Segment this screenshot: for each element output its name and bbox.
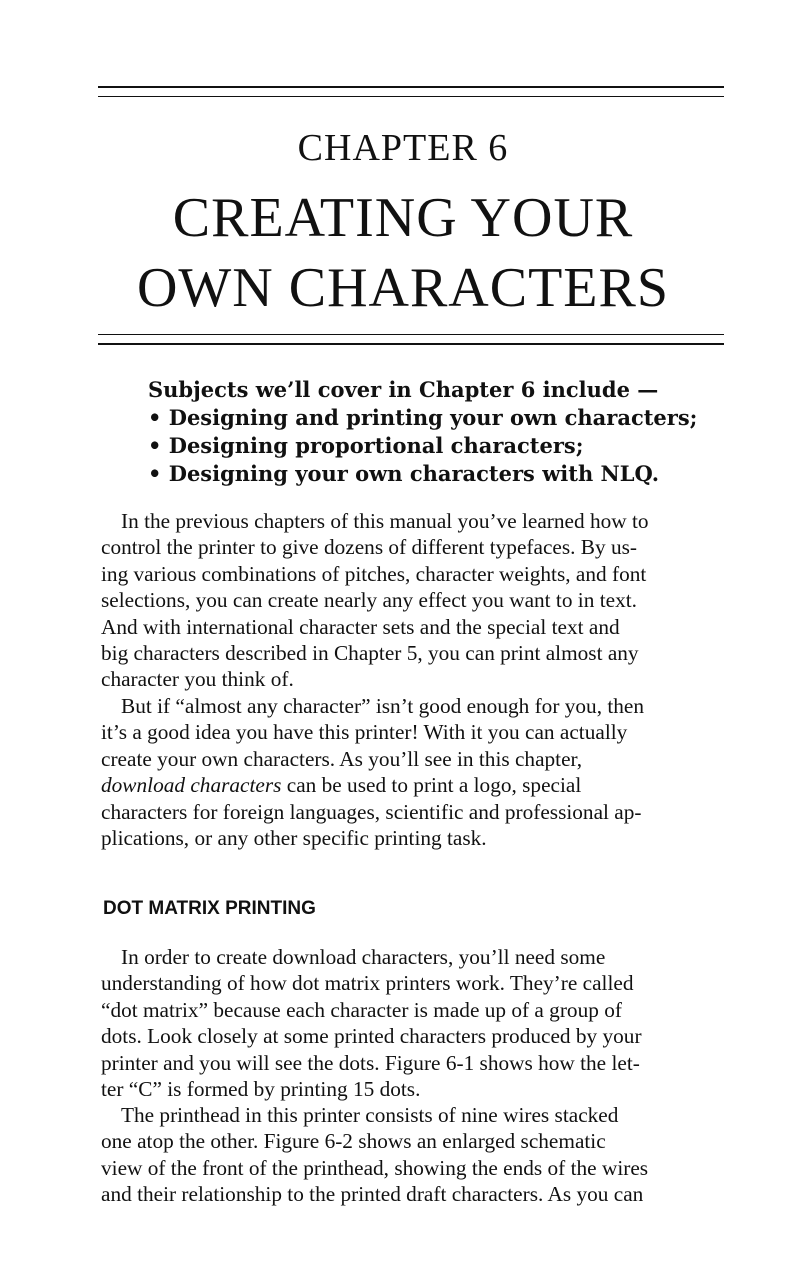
text-line: plications, or any other specific printing task. — [101, 826, 487, 851]
text-line: understanding of how dot matrix printers work. They’re called — [101, 971, 634, 996]
subjects-heading: Subjects we’ll cover in Chapter 6 include — — [148, 377, 659, 402]
subject-item: • Designing and printing your own characters; — [148, 404, 768, 432]
subjects-list — [148, 404, 768, 488]
chapter-title-line-1: CREATING YOUR — [172, 187, 634, 249]
text-line: The printhead in this printer consists of nine wires stacked — [121, 1103, 619, 1127]
subject-item: • Designing your own characters with NLQ. — [148, 460, 768, 488]
subject-item: • Designing proportional characters; — [148, 432, 768, 460]
subjects-box — [148, 376, 768, 488]
download-characters-term: download characters — [101, 773, 282, 798]
text-line: and their relationship to the printed draft characters. As you can — [101, 1182, 644, 1207]
text-line: selections, you can create nearly any effect you want to in text. — [101, 588, 637, 613]
text-line: character you think of. — [101, 667, 294, 692]
text-line: it’s a good idea you have this printer! With it you can actually — [101, 720, 628, 745]
intro-paragraph-2 — [101, 693, 723, 851]
section-paragraph-1 — [101, 944, 723, 1102]
text-line: And with international character sets and the special text and — [101, 614, 620, 639]
text-line: printer and you will see the dots. Figure 6-1 shows how the let- — [101, 1050, 640, 1075]
text-line: big characters described in Chapter 5, you can print almost any — [101, 641, 639, 666]
text-line: But if “almost any character” isn’t good enough for you, then — [121, 694, 645, 718]
bottom-rule-thick — [98, 343, 724, 345]
bottom-rule-thin — [98, 334, 724, 335]
section-paragraph-2 — [101, 1102, 723, 1208]
text-line: ing various combinations of pitches, character weights, and font — [101, 561, 647, 586]
text-line: In the previous chapters of this manual you’ve learned how to — [121, 509, 649, 533]
text-line: view of the front of the printhead, showing the ends of the wires — [101, 1155, 649, 1180]
text-run: can be used to print a logo, special — [281, 773, 582, 798]
section-heading: DOT MATRIX PRINTING — [103, 898, 316, 919]
text-line: control the printer to give dozens of different typefaces. By us- — [101, 535, 637, 560]
text-line: dots. Look closely at some printed characters produced by your — [101, 1024, 642, 1049]
chapter-title-line-2: OWN CHARACTERS — [136, 257, 670, 319]
top-rule-thick — [98, 86, 724, 88]
intro-paragraph-1 — [101, 508, 723, 693]
text-line — [101, 772, 723, 798]
top-rule-thin — [98, 96, 724, 97]
text-line: ter “C” is formed by printing 15 dots. — [101, 1077, 421, 1102]
chapter-number: CHAPTER 6 — [297, 127, 509, 169]
text-line: “dot matrix” because each character is made up of a group of — [101, 997, 622, 1022]
text-line: create your own characters. As you’ll see in this chapter, — [101, 746, 583, 771]
text-line: one atop the other. Figure 6-2 shows an enlarged schematic — [101, 1129, 606, 1154]
text-line: characters for foreign languages, scientific and professional ap- — [101, 799, 642, 824]
text-line: In order to create download characters, you’ll need some — [121, 945, 606, 969]
